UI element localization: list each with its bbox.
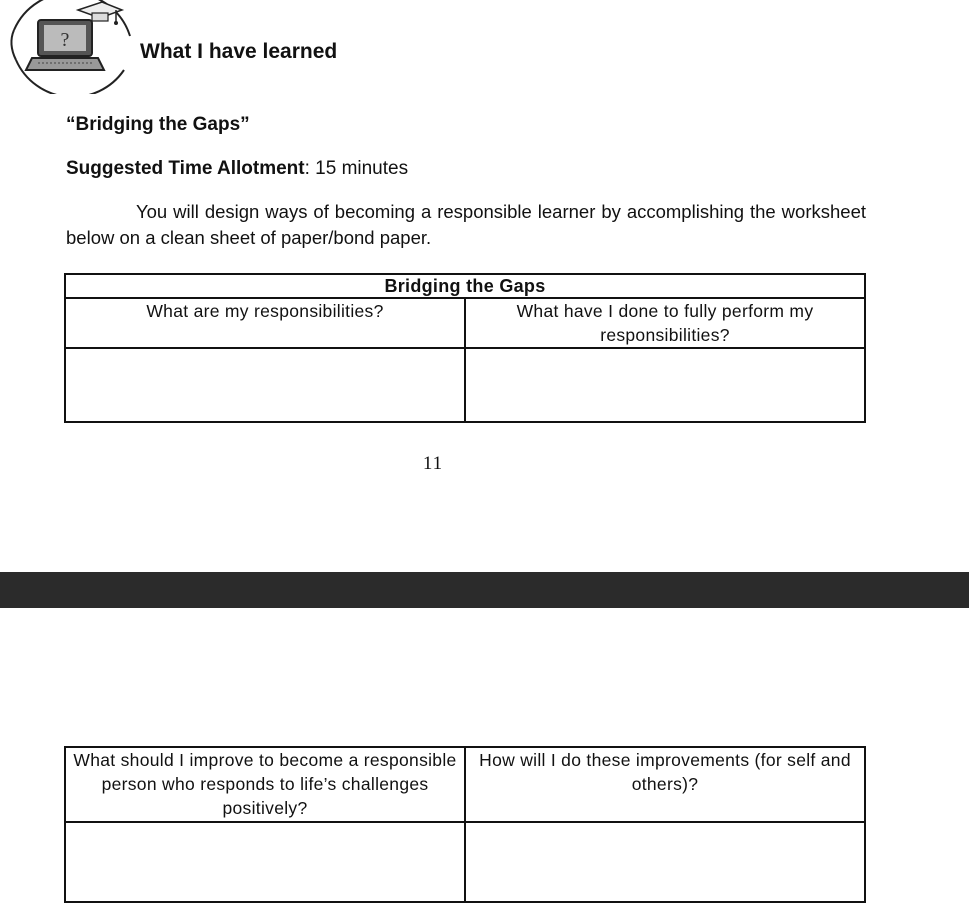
column-header-done: What have I done to fully perform my responsibilities? bbox=[465, 298, 865, 348]
laptop-graduation-cap-icon bbox=[4, 0, 136, 94]
column-header-how: How will I do these improvements (for self and others)? bbox=[465, 747, 865, 822]
answer-cell-how bbox=[465, 822, 865, 902]
page-break-bar bbox=[0, 572, 969, 608]
worksheet-table-top bbox=[64, 273, 866, 423]
time-allotment-label: Suggested Time Allotment bbox=[66, 158, 305, 179]
column-header-improve: What should I improve to become a responsible person who responds to life’s challenges positively? bbox=[65, 747, 465, 822]
section-title: What I have learned bbox=[140, 40, 338, 63]
activity-title: “Bridging the Gaps” bbox=[66, 114, 250, 135]
instructions bbox=[66, 199, 866, 251]
page-number: 11 bbox=[422, 453, 444, 474]
time-allotment bbox=[66, 158, 408, 180]
time-allotment-value: 15 minutes bbox=[315, 158, 409, 179]
worksheet-caption: Bridging the Gaps bbox=[65, 274, 865, 298]
answer-cell-done bbox=[465, 348, 865, 422]
answer-cell-responsibilities bbox=[65, 348, 465, 422]
worksheet-table-bottom bbox=[64, 746, 866, 903]
column-header-responsibilities: What are my responsibilities? bbox=[65, 298, 465, 348]
svg-text:?: ? bbox=[60, 29, 70, 51]
instructions-text: You will design ways of becoming a responsible learner by accomplishing the worksheet below on a clean sheet of paper/bond paper. bbox=[66, 201, 866, 248]
answer-cell-improve bbox=[65, 822, 465, 902]
time-allotment-colon: : bbox=[304, 158, 316, 179]
